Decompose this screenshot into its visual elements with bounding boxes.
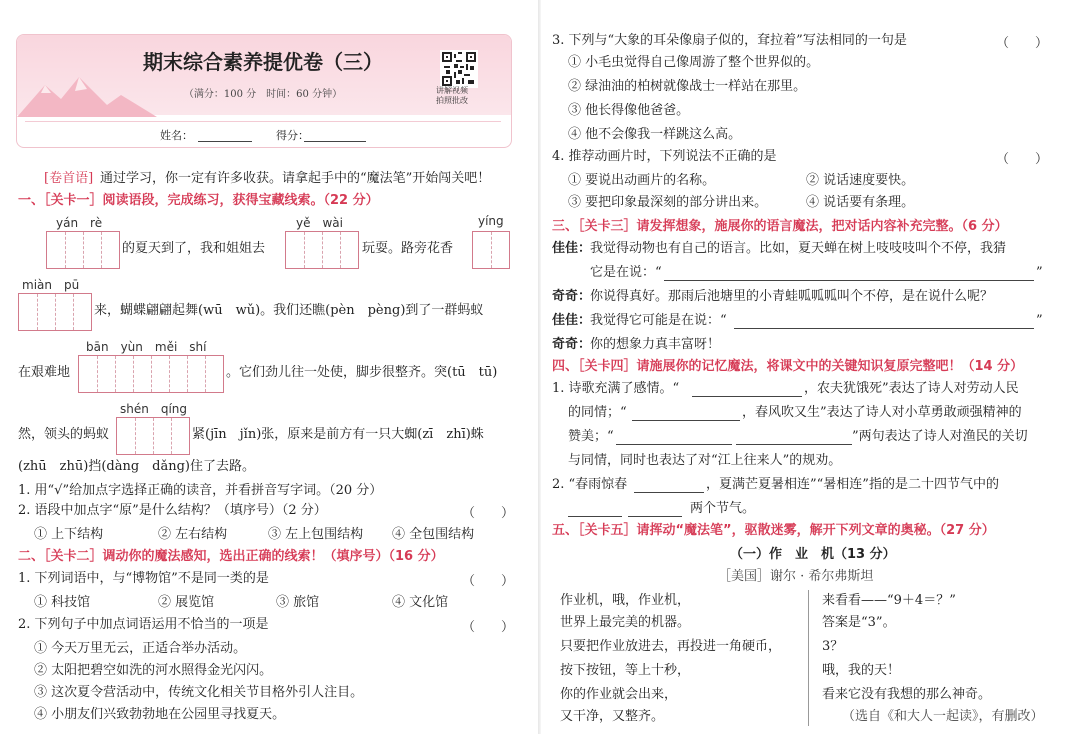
sec2-q1-opt2: ② 展览馆 (158, 595, 215, 610)
qr-caption-2: 拍照批改 (436, 96, 468, 105)
sec1-line3b: 。它们劲儿往一处使，脚步很整齐。突(tū tū) (226, 365, 498, 380)
pinyin-mianpu: miàn pū (22, 278, 80, 292)
sec3-title: 三、［关卡三］请发挥想象，施展你的语言魔法，把对话内容补充完整。（6 分） (552, 219, 1008, 234)
sec1-line2: 来，蝴蝶翩翩起舞(wū wǔ)。我们还瞧(pèn pèng)到了一群蚂蚁 (94, 303, 484, 318)
sec2-q2-opt4: ④ 小朋友们兴致勃勃地在公园里寻找夏天。 (34, 707, 286, 722)
name-field[interactable] (198, 141, 252, 142)
sec2-q1: 1. 下列词语中，与“博物馆”不是同一类的是 (18, 571, 269, 586)
sec2-q2: 2. 下列句子中加点词语运用不恰当的一项是 (18, 617, 269, 632)
poem-author: ［美国］谢尔 · 希尔弗斯坦 (718, 569, 874, 584)
pinyin-shenqing: shén qíng (120, 402, 188, 416)
sec4-blank7[interactable] (628, 516, 682, 517)
dialog4-speaker: 奇奇： (552, 337, 592, 352)
sec1-line1a: 的夏天到了，我和姐姐去 (122, 241, 266, 256)
pinyin-yewai: yě wài (296, 216, 343, 230)
right-q3-answer[interactable]: （ ） (996, 36, 1049, 51)
poem-line-4: 按下按钮，等上十秒， (560, 663, 691, 678)
sec4-p3b: ”两句表达了诗人对渔民的关切 (852, 429, 1028, 444)
dialog3-text: 我觉得它可能是在说：“ (590, 313, 727, 328)
dialog1-speaker: 佳佳： (552, 241, 592, 256)
sec4-p1b: ，农夫犹饿死”表达了诗人对劳动人民 (804, 381, 1019, 396)
sec4-blank3[interactable] (616, 444, 732, 445)
sec4-blank5[interactable] (634, 492, 704, 493)
poem-right-line-2: 答案是“3”。 (822, 615, 896, 630)
qr-caption-1: 讲解视频 (436, 86, 468, 95)
qr-code-icon (442, 52, 476, 86)
dialog3-answer-line[interactable] (734, 328, 1034, 329)
sec4-blank6[interactable] (568, 516, 622, 517)
sec1-q2-answer[interactable]: （ ） (462, 506, 515, 521)
poem-source: （选自《和大人一起读》，有删改） (842, 709, 1044, 724)
intro-tag: [卷首语] (44, 171, 94, 186)
dialog1-answer-line[interactable] (664, 280, 1034, 281)
pinyin-ying: yíng (478, 214, 504, 228)
dialog3-speaker: 佳佳： (552, 313, 592, 328)
sec4-blank1[interactable] (692, 396, 802, 397)
dialog1-cont: 它是在说：“ (590, 265, 662, 280)
right-q3-opt3: ③ 他长得像他爸爸。 (568, 103, 690, 118)
poem-right-line-4: 哦，我的天！ (822, 663, 901, 678)
right-q4-opt1: ① 要说出动画片的名称。 (568, 173, 716, 188)
sec1-line4a: 然，领头的蚂蚁 (18, 427, 110, 442)
name-label: 姓名： (160, 129, 193, 142)
answer-box-shenqing[interactable] (116, 417, 190, 455)
sec1-q2-opt3: ③ 左上包围结构 (268, 527, 364, 542)
sec2-q1-opt3: ③ 旅馆 (276, 595, 320, 610)
sec1-q2-opt4: ④ 全包围结构 (392, 527, 475, 542)
dialog2-speaker: 奇奇： (552, 289, 592, 304)
sec1-q2: 2. 语段中加点字“原”是什么结构？（填序号）（2 分） (18, 503, 327, 518)
sec1-q2-opt1: ① 上下结构 (34, 527, 104, 542)
sec2-q1-opt1: ① 科技馆 (34, 595, 91, 610)
sec1-line4b: 紧(jīn jǐn)张，原来是前方有一只大蜘(zī zhī)蛛 (192, 427, 484, 442)
pinyin-yanre: yán rè (56, 216, 103, 230)
sec2-q1-answer[interactable]: （ ） (462, 574, 515, 589)
poem-line-6: 又干净，又整齐。 (560, 709, 665, 724)
sec4-p4: 与同情，同时也表达了对“江上往来人”的规劝。 (568, 453, 842, 468)
score-info: （满分：100 分 时间：60 分钟） (183, 89, 343, 100)
qr-code[interactable] (440, 50, 478, 88)
sec4-title: 四、［关卡四］请施展你的记忆魔法，将课文中的关键知识复原完整吧！（14 分） (552, 359, 1024, 374)
banner-divider (25, 121, 501, 122)
sec4-blank2[interactable] (632, 420, 740, 421)
dialog2-text: 你说得真好。那雨后池塘里的小青蛙呱呱呱叫个不停，是在说什么呢？ (590, 289, 994, 304)
poem-right-line-3: 3？ (822, 639, 844, 654)
page-spine (538, 0, 541, 734)
dialog4-text: 你的想象力真丰富呀！ (590, 337, 721, 352)
sec1-line5: (zhū zhū)挡(dàng dǎng)住了去路。 (18, 459, 256, 474)
sec4-blank4[interactable] (736, 444, 852, 445)
dialog3-close-quote: ” (1036, 313, 1043, 328)
sec4-p6: 两个节气。 (690, 501, 756, 516)
poem-right-line-5: 看来它没有我想的那么神奇。 (822, 687, 992, 702)
answer-box-banyunmeishi[interactable] (78, 355, 224, 393)
sec2-q1-opt4: ④ 文化馆 (392, 595, 449, 610)
sec2-q2-opt3: ③ 这次夏令营活动中，传统文化相关节目格外引人注目。 (34, 685, 364, 700)
poem-line-2: 世界上最完美的机器。 (560, 615, 691, 630)
right-q3-opt2: ② 绿油油的柏树就像战士一样站在那里。 (568, 79, 807, 94)
poem-line-3: 只要把作业放进去，再投进一角硬币， (560, 639, 782, 654)
sec4-p3a: 赞美；“ (568, 429, 614, 444)
sec1-title: 一、［关卡一］阅读语段，完成练习，获得宝藏线索。（22 分） (18, 193, 379, 208)
sec5-title: 五、［关卡五］请挥动“魔法笔”，驱散迷雾，解开下列文章的奥秘。（27 分） (552, 523, 995, 538)
right-q3: 3. 下列与“大象的耳朵像扇子似的，耷拉着”写法相同的一句是 (552, 33, 907, 48)
right-q4: 4. 推荐动画片时，下列说法不正确的是 (552, 149, 777, 164)
answer-box-ying[interactable] (472, 231, 510, 269)
sec2-q2-answer[interactable]: （ ） (462, 620, 515, 635)
right-q4-opt2: ② 说话速度要快。 (806, 173, 915, 188)
sec2-q2-opt2: ② 太阳把碧空如洗的河水照得金光闪闪。 (34, 663, 273, 678)
pinyin-banyunmeishi: bān yùn měi shí (86, 340, 207, 354)
dialog1-text: 我觉得动物也有自己的语言。比如，夏天蝉在树上吱吱吱叫个不停，我猜 (590, 241, 1007, 256)
right-q4-opt3: ③ 要把印象最深刻的部分讲出来。 (568, 195, 768, 210)
right-q3-opt1: ① 小毛虫觉得自己像周游了整个世界似的。 (568, 55, 820, 70)
sec4-p2b: ，春风吹又生”表达了诗人对小草勇敢顽强精神的 (742, 405, 1022, 420)
sec1-q2-opt2: ② 左右结构 (158, 527, 228, 542)
sec4-p2a: 的同情；“ (568, 405, 627, 420)
sec4-p5a: 2. “春雨惊春 (552, 477, 628, 492)
sec1-line1b: 玩耍。路旁花香 (362, 241, 454, 256)
answer-box-yewai[interactable] (285, 231, 359, 269)
answer-box-yanre[interactable] (46, 231, 120, 269)
answer-box-mianpu[interactable] (18, 293, 92, 331)
poem-line-5: 你的作业就会出来， (560, 687, 678, 702)
sec1-line3a: 在艰难地 (18, 365, 71, 380)
poem-line-1: 作业机，哦，作业机， (560, 593, 691, 608)
poem-divider (808, 590, 809, 726)
sec4-p1a: 1. 诗歌充满了感情。“ (552, 381, 680, 396)
intro-text: 通过学习，你一定有许多收获。请拿起手中的“魔法笔”开始闯关吧！ (100, 171, 491, 186)
right-q4-opt4: ④ 说话要有条理。 (806, 195, 915, 210)
poem-title: （一）作 业 机（13 分） (730, 547, 896, 562)
poem-right-line-1: 来看看——“9＋4＝？” (822, 593, 956, 608)
score-label: 得分： (276, 129, 309, 142)
right-q3-opt4: ④ 他不会像我一样跳这么高。 (568, 127, 742, 142)
sec4-p5b: ，夏满芒夏暑相连”“暑相连”指的是二十四节气中的 (706, 477, 999, 492)
exam-title: 期末综合素养提优卷（三） (143, 50, 383, 74)
sec2-title: 二、［关卡二］调动你的魔法感知，选出正确的线索！（填序号）（16 分） (18, 549, 444, 564)
dialog1-close-quote: ” (1036, 265, 1043, 280)
sec2-q2-opt1: ① 今天万里无云，正适合举办活动。 (34, 641, 247, 656)
sec1-q1: 1. 用“√”给加点字选择正确的读音，并看拼音写字词。（20 分） (18, 483, 383, 498)
right-q4-answer[interactable]: （ ） (996, 152, 1049, 167)
score-field[interactable] (304, 141, 366, 142)
